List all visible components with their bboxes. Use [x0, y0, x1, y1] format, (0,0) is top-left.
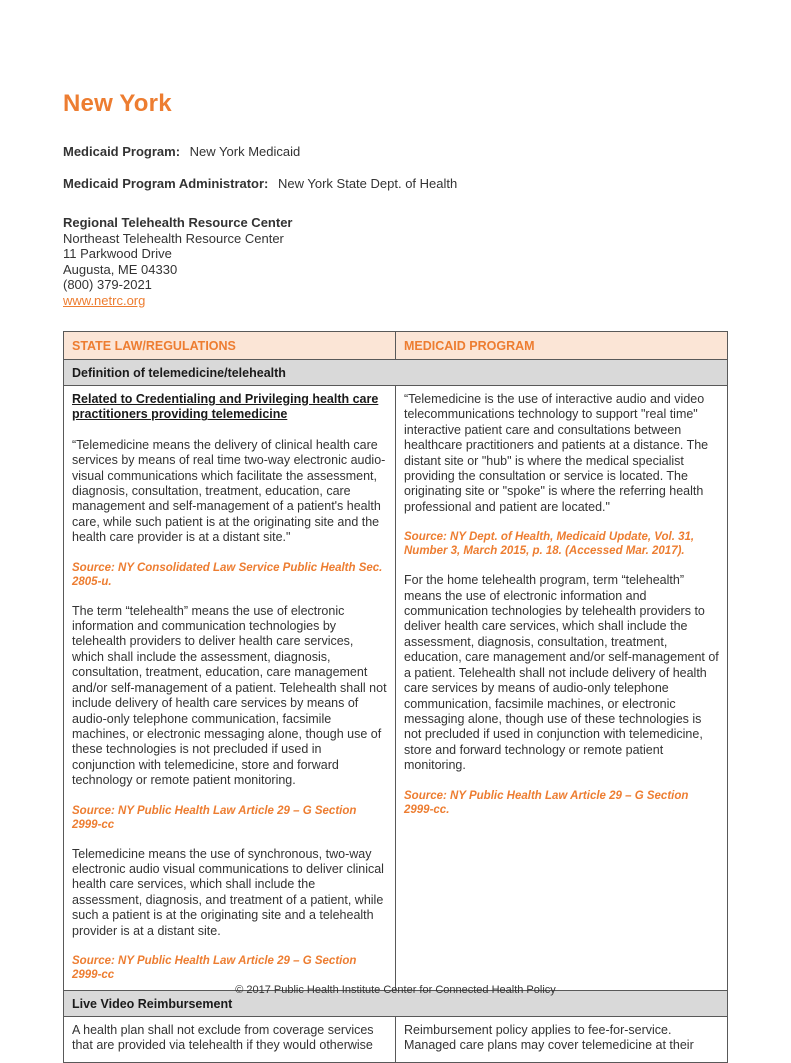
resource-center-name: Northeast Telehealth Resource Center: [63, 230, 284, 246]
administrator-value: New York State Dept. of Health: [278, 176, 458, 191]
page-footer: © 2017 Public Health Institute Center for Connected Health Policy: [235, 984, 556, 996]
state-law-paragraph-2: The term “telehealth” means the use of electronic information and communication technologies by telehealth providers to deliver health care services, which shall include the assessment, diagnosis, consultation, treatment, education, care management and/or self-management of a patient. Telehealth shall not include delivery of health care services by means of audio-only telephone communication, facsimile machines, or electronic messaging alone, though use of these technologies is not precluded if used in conjunction with telemedicine, store and forward technology or remote patient monitoring.: [72, 603, 387, 788]
policy-table: [63, 331, 728, 1063]
medicaid-program-label: Medicaid Program:: [63, 144, 181, 159]
resource-center-address2: Augusta, ME 04330: [63, 261, 178, 277]
page-title: New York: [63, 90, 172, 117]
state-law-source-3: Source: NY Public Health Law Article 29 – G Section 2999-cc: [72, 954, 357, 981]
section-title-live-video: Live Video Reimbursement: [64, 990, 728, 1016]
live-video-content-row: [64, 1016, 728, 1062]
resource-center-phone: (800) 379-2021: [63, 277, 152, 292]
medicaid-source-1: Source: NY Dept. of Health, Medicaid Update, Vol. 31, Number 3, March 2015, p. 18. (Accessed Mar. 2017).: [404, 531, 695, 558]
resource-center-link[interactable]: www.netrc.org: [63, 292, 146, 308]
section-title-definition: Definition of telemedicine/telehealth: [64, 360, 728, 386]
resource-center-block: [63, 215, 728, 308]
administrator-line: [63, 176, 728, 191]
state-law-source-1: Source: NY Consolidated Law Service Public Health Sec. 2805-u.: [72, 561, 383, 588]
live-video-medicaid-cell: Reimbursement policy applies to fee-for-service. Managed care plans may cover telemedicine at their: [396, 1016, 728, 1062]
medicaid-paragraph-2: For the home telehealth program, term “telehealth” means the use of electronic information and communication technologies by telehealth providers to deliver health care services, which shall include the assessment, diagnosis, consultation, treatment, education, care management and/or self-management of a patient. Telehealth shall not include delivery of health care services by means of audio-only telephone communication, facsimile machines, or electronic messaging alone, though use of these technologies is not precluded if used in conjunction with telemedicine, store and forward technology or remote patient monitoring.: [404, 573, 719, 773]
definition-state-law-cell: [64, 386, 396, 991]
definition-content-row: [64, 386, 728, 991]
administrator-label: Medicaid Program Administrator:: [63, 176, 269, 191]
medicaid-program-line: [63, 144, 728, 159]
state-law-paragraph-1: “Telemedicine means the delivery of clinical health care services by means of real time two-way electronic audio-visual communications which facilitate the assessment, diagnosis, consultation, treatment, education, care management and self-management of a patient's health care, while such patient is at the originating site and the health care provider is at a distant site.": [72, 437, 386, 545]
definition-medicaid-cell: [396, 386, 728, 991]
medicaid-program-value: New York Medicaid: [189, 144, 301, 159]
medicaid-paragraph-1: “Telemedicine is the use of interactive audio and video telecommunications technology to support "real time" interactive patient care and consultations between healthcare practitioners and patients at a distance. The distant site or "hub" is where the medical specialist providing the consultation or service is located. The originating site or "spoke" is where the referring health professional and patient are located.": [404, 392, 709, 514]
state-law-source-2: Source: NY Public Health Law Article 29 – G Section 2999-cc: [72, 804, 357, 831]
table-header-row: [64, 332, 728, 360]
column-header-medicaid-program: MEDICAID PROGRAM: [396, 332, 728, 360]
column-header-state-law: STATE LAW/REGULATIONS: [64, 332, 396, 360]
resource-center-address1: 11 Parkwood Drive: [63, 246, 172, 261]
medicaid-source-2: Source: NY Public Health Law Article 29 – G Section 2999-cc.: [404, 789, 689, 816]
credentialing-heading: Related to Credentialing and Privileging health care practitioners providing telemedicine: [72, 392, 379, 422]
live-video-state-law-cell: A health plan shall not exclude from coverage services that are provided via telehealth if they would otherwise: [64, 1016, 396, 1062]
section-row-definition: [64, 360, 728, 386]
resource-center-heading: Regional Telehealth Resource Center: [63, 215, 293, 230]
state-law-paragraph-3: Telemedicine means the use of synchronous, two-way electronic audio visual communications to deliver clinical health care services, which shall include the assessment, diagnosis, and treatment of a patient, while such a patient is at the originating site and a telehealth provider is at a distant site.: [72, 846, 384, 938]
